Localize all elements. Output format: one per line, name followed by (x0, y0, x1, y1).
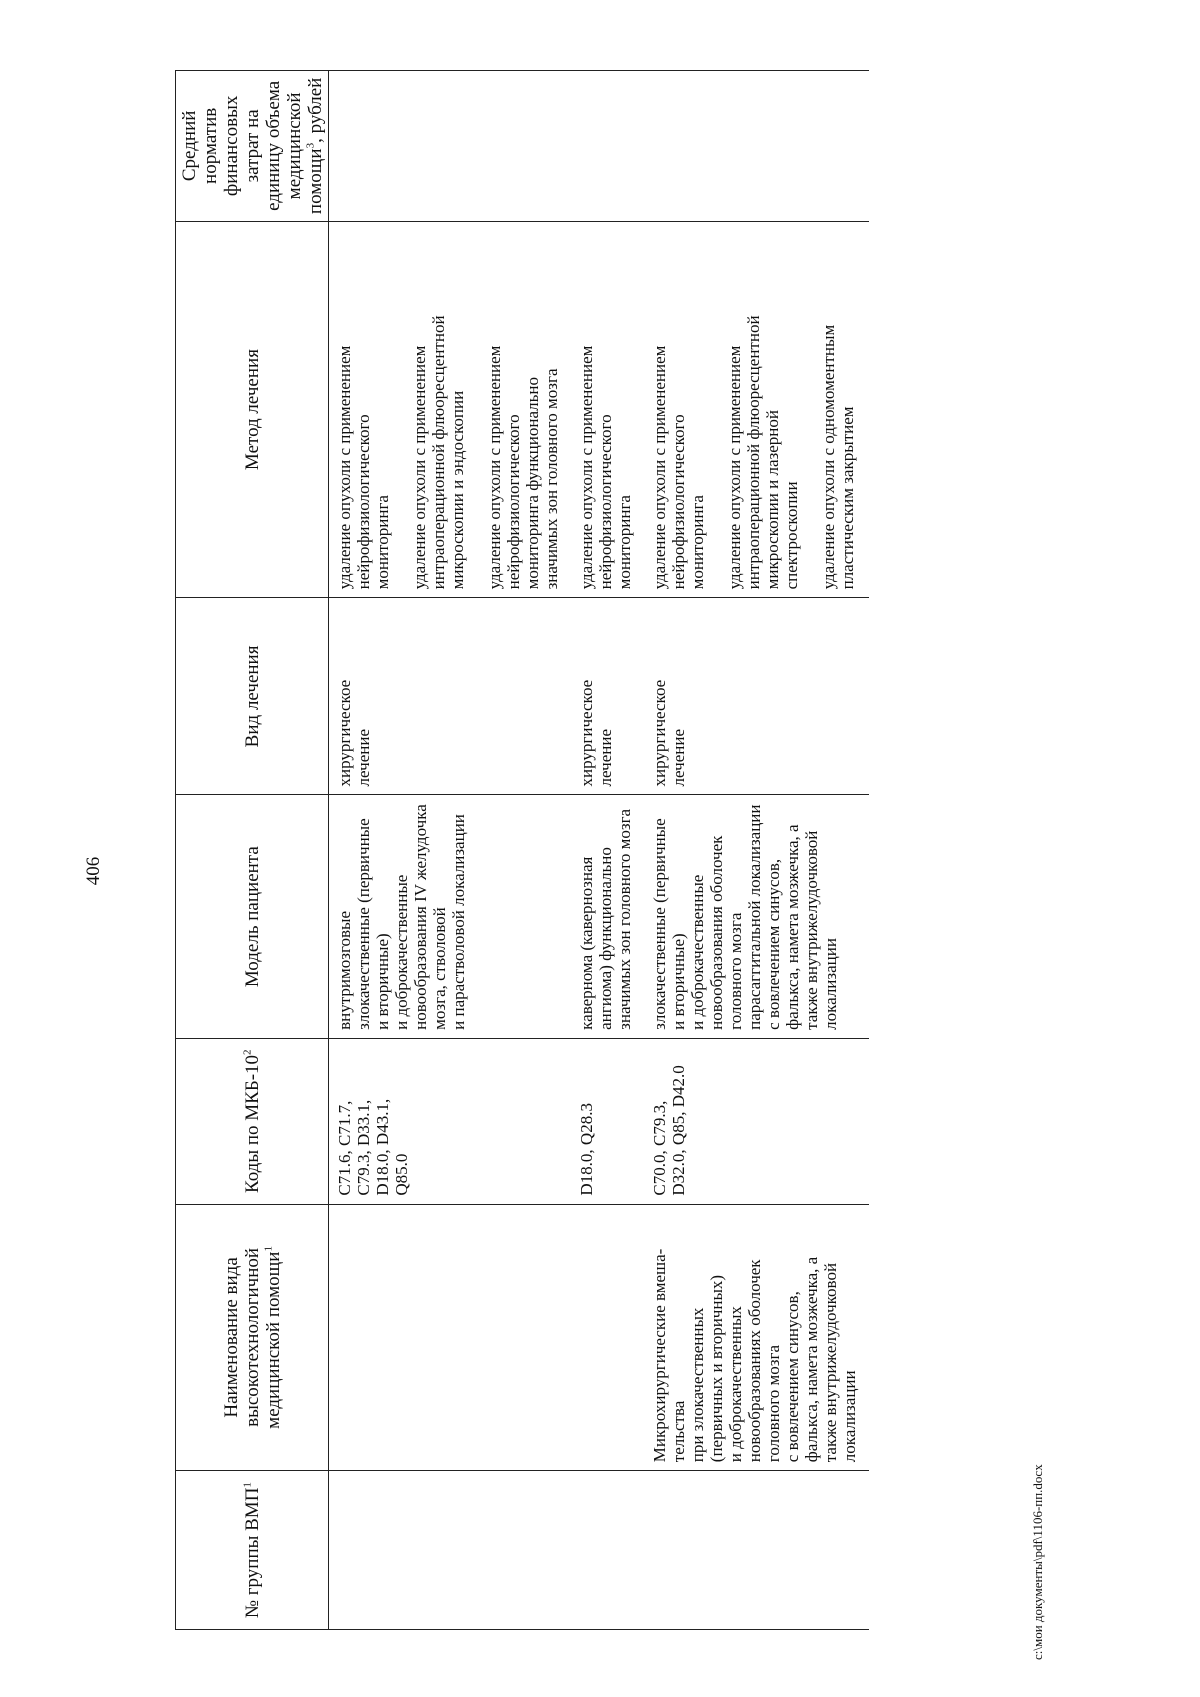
header-treatment-type: Вид лечения (176, 598, 329, 795)
cell-model: внутримозговые злокачественные (первичные и вторичные) и доброкачественные новообразования IV желудочка мозга, стволовой и парастволовой локализации (329, 795, 572, 1038)
cell-model: кавернома (кавернозная ангиома) функционально значимых зон головного мозга (571, 795, 644, 1038)
cell-treatment: хирургическое лечение (644, 598, 869, 795)
vmp-table (175, 70, 869, 1630)
header-patient-model: Модель пациента (176, 795, 329, 1038)
cell-group (644, 1471, 869, 1630)
cell-codes: C70.0, C79.3, D32.0, Q85, D42.0 (644, 1038, 869, 1204)
method-item: удаление опухоли с применением интраоперационной флюоресцентной микроскопии и лазерной спектроскопии (725, 315, 801, 590)
method-item: удаление опухоли с применением интраоперационной флюоресцентной микроскопии и эндоскопии (410, 315, 467, 590)
cell-methods (329, 221, 572, 598)
method-item: удаление опухоли с применением нейрофизиологического мониторинга функционально значимых зон головного мозга (485, 345, 561, 590)
header-row (176, 71, 329, 1630)
cell-name (329, 1204, 572, 1471)
cell-model: злокачественные (первичные и вторичные) и доброкачественные новообразования оболочек головного мозга парасаггитальной локализации с вовлечением синусов, фалькса, намета мозжечка, а также внутрижелудочковой локализации (644, 795, 869, 1038)
header-vmp-name: Наименование вида высокотехнологичной медицинской помощи$^1$ (176, 1204, 329, 1471)
cell-codes: C71.6, C71.7, C79.3, D33.1, D18.0, D43.1, Q85.0 (329, 1038, 572, 1204)
cell-group (571, 1471, 644, 1630)
cell-group (329, 1471, 572, 1630)
table-row (571, 71, 644, 1630)
cell-treatment: хирургическое лечение (571, 598, 644, 795)
cell-name (571, 1204, 644, 1471)
cell-cost (329, 71, 572, 222)
header-group-number: № группы ВМП$^1$ (176, 1471, 329, 1630)
header-icd-codes: Коды по МКБ-$10^2$ (176, 1038, 329, 1204)
method-item: удаление опухоли с применением нейрофизиологического мониторинга (335, 345, 392, 590)
header-treatment-method: Метод лечения (176, 221, 329, 598)
header-average-cost: Средний норматив финансовых затрат на единицу объема медицинской помощи$^3$, рублей (176, 71, 329, 222)
cell-methods (571, 221, 644, 598)
cell-methods (644, 221, 869, 598)
cell-codes: D18.0, Q28.3 (571, 1038, 644, 1204)
cell-cost (644, 71, 869, 222)
table-row (644, 71, 869, 1630)
method-item: удаление опухоли с применением нейрофизиологического мониторинга (577, 345, 634, 590)
rotated-table-container (175, 70, 1175, 1630)
method-item: удаление опухоли с одномоментным пластическим закрытием (819, 324, 857, 590)
method-item: удаление опухоли с применением нейрофизиологического мониторинга (650, 345, 707, 590)
table-row (329, 71, 572, 1630)
cell-treatment: хирургическое лечение (329, 598, 572, 795)
cell-name: Микрохирургические вмеша- тельства при злокачественных (первичных и вторичных) и доброкачественных новообразованиях оболочек головного мозга с вовлечением синусов, фалькса, намета мозжечка, а также внутрижелудочковой локализации (644, 1204, 869, 1471)
footer-file-path: c:\мои документы\pdf\1106-пп.docx (1030, 1464, 1045, 1660)
page-number: 406 (83, 856, 104, 886)
cell-cost (571, 71, 644, 222)
